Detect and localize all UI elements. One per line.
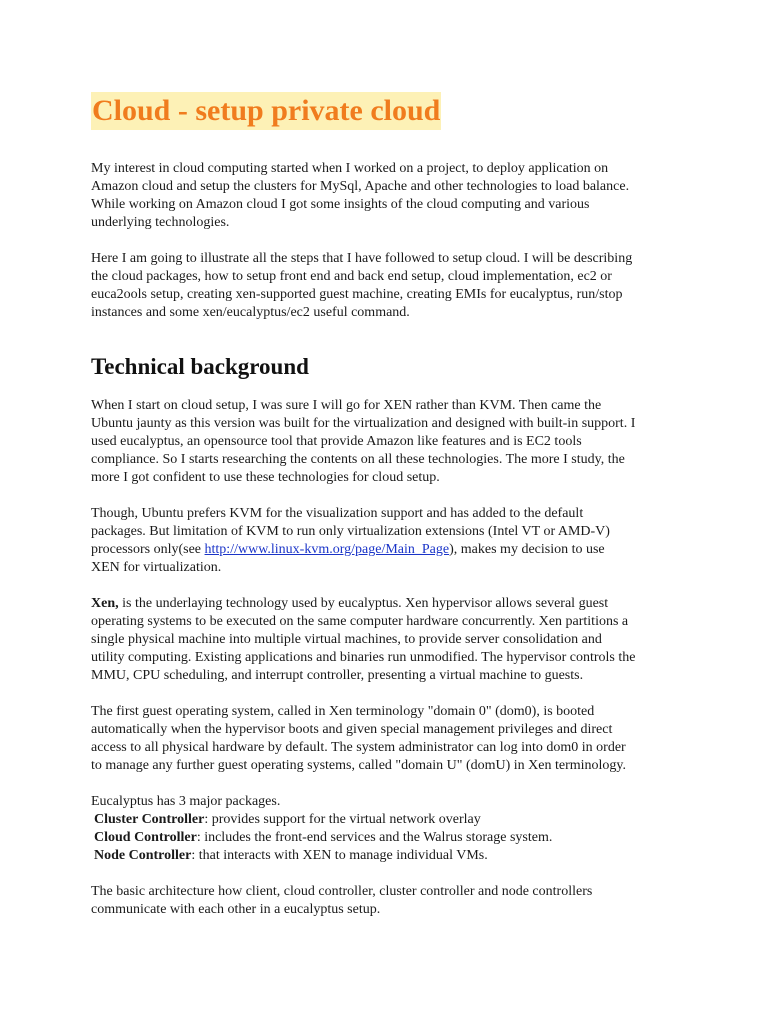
kvm-link[interactable]: http://www.linux-kvm.org/page/Main_Page — [204, 542, 450, 557]
package-name: Cloud Controller — [94, 830, 197, 845]
intro-paragraph-2: Here I am going to illustrate all the steps that I have followed to setup cloud. I will be describing the cloud packages, how to setup front end and back end setup, cloud implementation, ec2 or euca2ools setup, creating xen-supported guest machine, creating EMIs for eucalyptus, run/stop instances and some xen/eucalyptus/ec2 useful command. — [91, 251, 633, 320]
page-title: Cloud - setup private cloud — [91, 92, 441, 130]
package-description: : that interacts with XEN to manage individual VMs. — [191, 848, 488, 863]
xen-paragraph — [91, 595, 681, 685]
packages-intro: Eucalyptus has 3 major packages. — [91, 794, 281, 809]
packages-block — [91, 793, 681, 865]
package-item — [91, 829, 681, 847]
xen-description: is the underlaying technology used by eucalyptus. Xen hypervisor allows several guest operating systems to be executed on the same computer hardware concurrently. Xen partitions a single physical machine into multiple virtual machines, to provide server consolidation and utility computing. Existing applications and binaries run unmodified. The hypervisor controls the MMU, CPU scheduling, and interrupt controller, presenting a virtual machine to guests. — [91, 596, 636, 683]
xen-term: Xen, — [91, 596, 119, 611]
package-name: Cluster Controller — [94, 812, 205, 827]
package-name: Node Controller — [94, 848, 192, 863]
section-heading-technical-background: Technical background — [91, 354, 309, 379]
package-description: : includes the front-end services and the Walrus storage system. — [196, 830, 553, 845]
intro-paragraph-1: My interest in cloud computing started when I worked on a project, to deploy application on Amazon cloud and setup the clusters for MySql, Apache and other technologies to load balance. While working on Amazon cloud I got some insights of the cloud computing and various underlying technologies. — [91, 161, 630, 230]
package-description: : provides support for the virtual network overlay — [204, 812, 481, 827]
document-page — [91, 92, 681, 919]
package-item — [91, 811, 681, 829]
background-paragraph-2-text-a: Though, Ubuntu prefers KVM for the visualization support and has added to the default packages. But limitation of KVM to run only virtualization extensions (Intel VT or AMD-V) processors only(see — [91, 506, 610, 557]
architecture-paragraph: The basic architecture how client, cloud controller, cluster controller and node controllers communicate with each other in a eucalyptus setup. — [91, 884, 593, 917]
package-item — [91, 847, 681, 865]
background-paragraph-2-text-b: ), makes my decision to use XEN for virtualization. — [91, 542, 605, 575]
background-paragraph-2 — [91, 505, 681, 577]
background-paragraph-1: When I start on cloud setup, I was sure I will go for XEN rather than KVM. Then came the Ubuntu jaunty as this version was built for the virtualization and designed with built-in support. I used eucalyptus, an opensource tool that provide Amazon like features and is EC2 tools compliance. So I starts researching the contents on all these technologies. The more I study, the more I got confident to use these technologies for cloud setup. — [91, 398, 636, 485]
dom0-paragraph: The first guest operating system, called in Xen terminology "domain 0" (dom0), is booted automatically when the hypervisor boots and given special management privileges and direct access to all physical hardware by default. The system administrator can log into dom0 in order to manage any further guest operating systems, called "domain U" (domU) in Xen terminology. — [91, 704, 627, 773]
